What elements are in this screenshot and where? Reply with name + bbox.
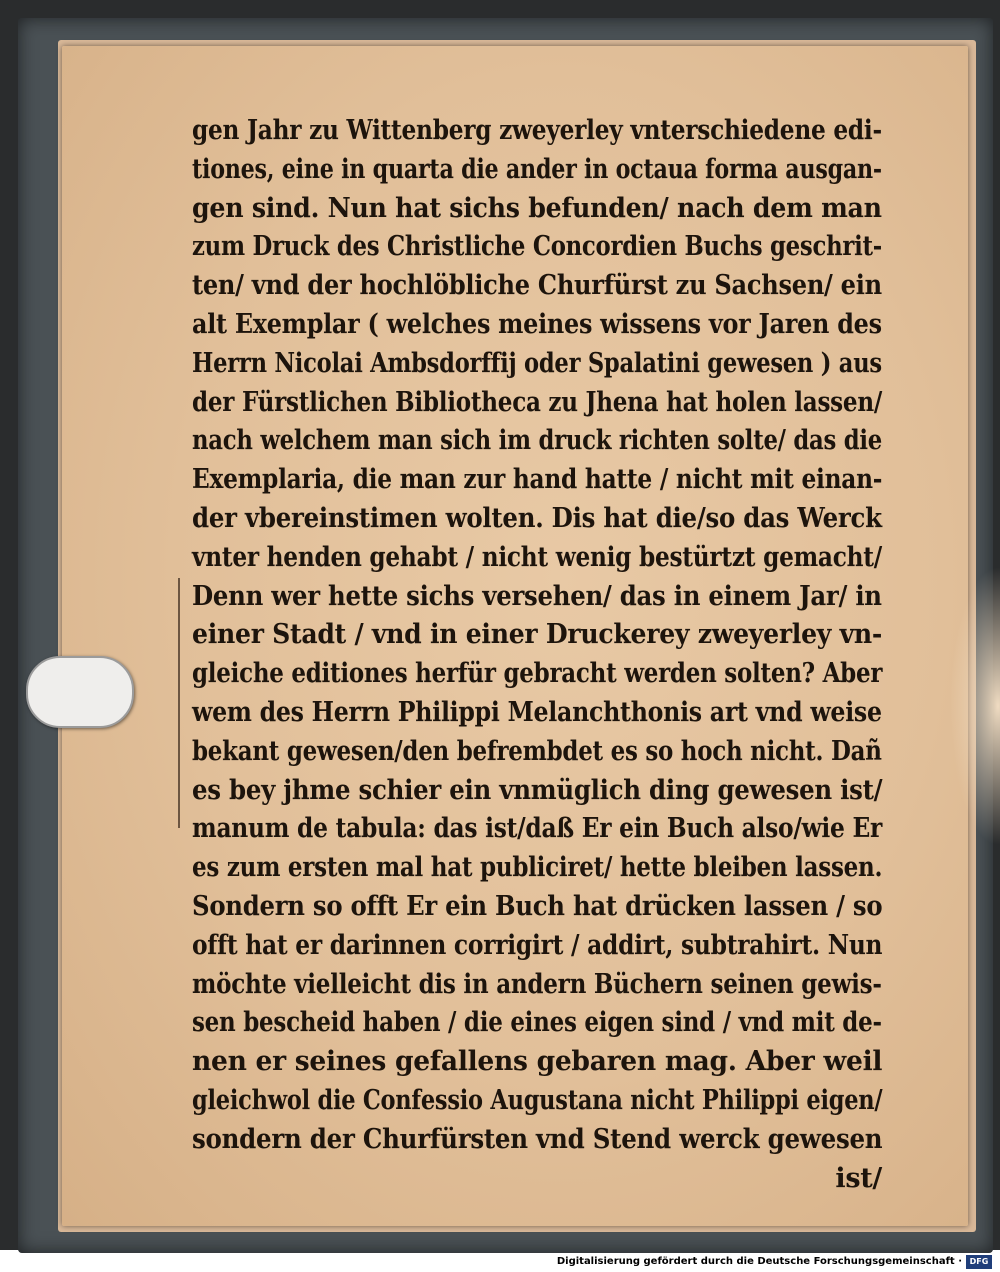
funding-credit: Digitalisierung gefördert durch die Deutsche Forschungsgemeinschaft · bbox=[556, 1256, 962, 1267]
text-line: wem des Herrn Philippi Melanchthonis art vnd weise bbox=[192, 696, 882, 728]
text-line: der vbereinstimen wolten. Dis hat die/so das Werck bbox=[192, 502, 882, 534]
text-line: tiones, eine in quarta die ander in octaua forma ausgan- bbox=[192, 153, 882, 185]
text-line: nen er seines gefallens gebaren mag. Aber weil bbox=[192, 1046, 883, 1078]
text-line: der Fürstlichen Bibliotheca zu Jhena hat holen lassen/ bbox=[192, 386, 882, 418]
page-text-block bbox=[192, 112, 882, 1198]
text-line: manum de tabula: das ist/daß Er ein Buch also/wie Er bbox=[192, 813, 883, 845]
text-line: möchte vielleicht dis in andern Büchern seinen gewis- bbox=[192, 968, 882, 1000]
text-line: vnter henden gehabt / nicht wenig bestürtzt gemacht/ bbox=[192, 541, 882, 573]
text-line: offt hat er darinnen corrigirt / addirt, subtrahirt. Nun bbox=[192, 929, 883, 961]
footer-bar bbox=[0, 1254, 1000, 1272]
text-line: es zum ersten mal hat publiciret/ hette bleiben lassen. bbox=[192, 852, 883, 884]
text-line: es bey jhme schier ein vnmüglich ding gewesen ist/ bbox=[192, 774, 883, 806]
catchword: ist/ bbox=[835, 1162, 882, 1194]
text-line: Herrn Nicolai Ambsdorffij oder Spalatini gewesen ) aus bbox=[192, 347, 882, 379]
text-line: gleichwol die Confessio Augustana nicht Philippi eigen/ bbox=[192, 1084, 883, 1116]
text-line: einer Stadt / vnd in einer Druckerey zweyerley vn- bbox=[192, 619, 883, 651]
text-line: alt Exemplar ( welches meines wissens vor Jaren des bbox=[192, 308, 882, 340]
text-line: sen bescheid haben / die eines eigen sind / vnd mit de- bbox=[192, 1007, 882, 1039]
text-line: gleiche editiones herfür gebracht werden solten? Aber bbox=[192, 658, 883, 690]
text-line: gen sind. Nun hat sichs befunden/ nach dem man bbox=[192, 192, 882, 224]
margin-bracket-mark bbox=[178, 578, 180, 828]
text-line: ten/ vnd der hochlöbliche Churfürst zu Sachsen/ ein bbox=[192, 270, 882, 302]
text-line: Exemplaria, die man zur hand hatte / nicht mit einan- bbox=[192, 464, 883, 496]
text-line: gen Jahr zu Wittenberg zweyerley vnterschiedene edi- bbox=[192, 115, 882, 146]
paper-stain bbox=[950, 566, 1000, 846]
dfg-logo: DFG bbox=[966, 1255, 992, 1269]
text-line: zum Druck des Christliche Concordien Buchs geschrit- bbox=[192, 231, 882, 263]
text-line: Sondern so offt Er ein Buch hat drücken lassen / so bbox=[192, 890, 883, 922]
text-line: sondern der Churfürsten vnd Stend werck gewesen bbox=[192, 1123, 883, 1155]
text-line: bekant gewesen/den befrembdet es so hoch nicht. Dañ bbox=[192, 735, 882, 767]
bookmark-tab bbox=[26, 656, 134, 728]
text-line: Denn wer hette sichs versehen/ das in einem Jar/ in bbox=[192, 580, 882, 612]
text-line: nach welchem man sich im druck richten solte/ das die bbox=[192, 425, 883, 457]
